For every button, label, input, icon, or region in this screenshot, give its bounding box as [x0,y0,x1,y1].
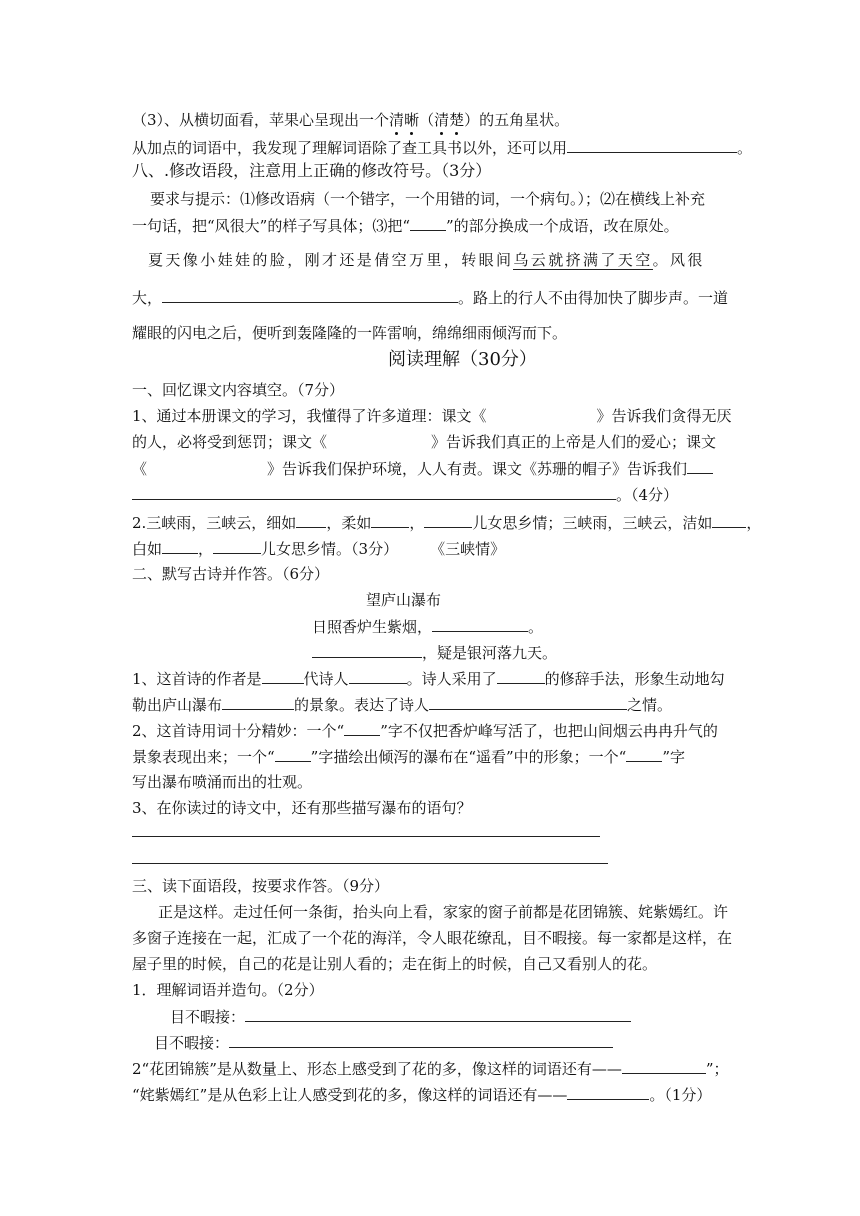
question-line [132,746,685,767]
question-line: 写出瀑布喷涌而出的壮观。 [132,773,313,791]
poem-text: 。 [528,618,544,636]
dotted-char: 清 [389,111,405,129]
question-line [132,538,505,559]
question-text: 》告诉我们保护环境，人人有责。课文《苏珊的帽子》告诉我们 [267,460,688,478]
answer-blank[interactable] [296,512,326,528]
word-line [154,1032,613,1053]
answer-blank[interactable] [245,1006,631,1022]
question-text: 勒出庐山瀑布 [132,696,223,714]
question-text: （ [419,111,435,129]
question-text: 1、这首诗的作者是 [132,670,262,688]
question-text: 》告诉我们真正的上帝是人们的爱心；课文 [431,433,717,451]
question-line [132,406,732,426]
question-text: ”字不仅把香炉峰写活了，也把山间烟云冉冉升气的 [380,722,718,740]
question-line [132,720,718,741]
question-text: 。 [737,139,753,157]
question-text: 代诗人 [303,670,349,688]
question-text: 2.三峡雨，三峡云，细如 [132,514,297,532]
question-text: ”字描绘出倾泻的瀑布在“遥看”中的形象；一个“ [310,748,627,766]
question-text: ， [746,514,762,532]
question-text: 。诗人采用了 [406,670,497,688]
answer-blank[interactable] [410,215,446,231]
paragraph-line: 屋子里的时候，自己的花是让别人看的；走在街上的时候，自己又看别人的花。 [132,955,658,973]
section-title: 阅读理解（30分） [388,349,537,370]
question-text: 白如 [132,540,163,558]
answer-blank[interactable] [222,694,294,710]
answer-blank[interactable] [262,668,304,684]
word-label: 目不暇接： [154,1034,230,1052]
answer-blank[interactable] [371,512,409,528]
dotted-char: 晰 [404,111,420,129]
question-text: 之情。 [627,696,673,714]
question-line [132,484,678,505]
question-line [132,458,713,479]
answer-blank[interactable] [687,458,713,474]
question-text: ”的部分换成一个成语，改在原处。 [446,217,679,235]
answer-blank[interactable] [626,746,662,762]
answer-blank[interactable] [567,1084,649,1100]
answer-blank[interactable] [497,668,545,684]
paragraph-text: 。风很 [652,251,705,269]
section-heading: 八、.修改语段，注意用上正确的修改符号。（3分） [132,161,492,180]
poem-line [312,616,543,637]
question-text: ， [409,514,425,532]
requirement-line [132,215,679,236]
question-text: 《 [132,460,148,478]
question-text: 景象表现出来；一个“ [132,748,275,766]
answer-blank[interactable] [162,287,458,303]
question-line [132,110,569,130]
answer-blank[interactable] [429,694,627,710]
section-heading: 二、默写古诗并作答。（6分） [132,565,330,583]
answer-blank[interactable] [349,668,407,684]
question-line [132,668,725,689]
paragraph-line [148,250,705,270]
answer-blank[interactable] [162,538,198,554]
answer-blank[interactable] [275,746,311,762]
question-text: “姹紫嫣红”是从色彩上让人感受到花的多，像这样的词语还有—— [132,1086,568,1104]
answer-line[interactable] [132,836,600,837]
question-text: ）的五角星状。 [464,111,570,129]
answer-blank[interactable] [229,1032,613,1048]
answer-line[interactable] [132,863,608,864]
paragraph-text: 。路上的行人不由得加快了脚步声。一道 [458,289,729,307]
question-text: 从加点的词语中，我发现了理解词语除了查工具书以外，还可以用 [132,139,568,157]
paragraph-line [132,287,728,308]
dotted-char: 楚 [449,111,465,129]
question-text: 《三峡情》 [430,540,506,558]
question-line [132,1084,711,1105]
question-line [132,694,672,715]
question-text: 1、通过本册课文的学习，我懂得了许多道理：课文《 [132,407,487,425]
poem-text: ，疑是银河落九天。 [422,644,558,662]
question-text: 2、这首诗用词十分精妙：一个“ [132,722,345,740]
question-text: 。（1分） [649,1086,712,1104]
question-text: 儿女思乡情；三峡雨，三峡云，洁如 [472,514,713,532]
answer-blank[interactable] [424,512,472,528]
section-heading: 一、回忆课文内容填空。（7分） [132,381,345,399]
paragraph-line: 耀眼的闪电之后，便听到轰隆隆的一阵雷响，绵绵细雨倾泻而下。 [132,324,568,342]
paragraph-text: 大， [132,289,163,307]
dotted-char: 清 [434,111,450,129]
answer-blank[interactable] [712,512,746,528]
question-text: ， [198,540,214,558]
section-heading: 三、读下面语段，按要求作答。（9分） [132,877,390,895]
question-line: 3、在你读过的诗文中，还有那些描写瀑布的语句？ [132,799,472,817]
question-text: 2“花团锦簇”是从数量上、形态上感受到了花的多，像这样的词语还有—— [132,1060,622,1078]
word-line [170,1006,631,1027]
question-text: 的人，必将受到惩罚；课文《 [132,433,328,451]
poem-title: 望庐山瀑布 [366,591,442,609]
underlined-text: 乌云就挤满了天空 [513,251,653,269]
question-text: 一句话，把“风很大”的样子写具体；⑶把“ [132,217,411,235]
answer-blank[interactable] [312,642,422,658]
answer-blank[interactable] [213,538,261,554]
question-line [132,1058,729,1079]
answer-blank[interactable] [432,616,528,632]
question-text: ”； [705,1060,729,1078]
answer-blank[interactable] [622,1058,706,1074]
question-text: 。（4分） [616,486,679,504]
question-line [132,512,761,533]
word-label: 目不暇接： [170,1008,246,1026]
paragraph-text: 夏天像小娃娃的脸，刚才还是倩空万里，转眼间 [148,251,514,269]
answer-blank[interactable] [344,720,380,736]
question-line [132,432,716,452]
poem-line [312,642,557,663]
paragraph-line: 多窗子连接在一起，汇成了一个花的海洋，令人眼花缭乱，目不暇接。每一家都是这样，在 [132,929,733,947]
question-text: 的修辞手法，形象生动地勾 [544,670,725,688]
answer-blank[interactable] [132,484,616,500]
question-text: 儿女思乡情。（3分） [261,540,399,558]
answer-blank[interactable] [567,137,737,153]
question-text: ”字 [662,748,686,766]
question-line [132,137,752,158]
paragraph-line: 正是这样。走过任何一条街，抬头向上看，家家的窗子前都是花团锦簇、姹紫嫣红。许 [158,903,729,921]
question-text: ，柔如 [326,514,372,532]
requirement-line: 要求与提示：⑴修改语病（一个错字，一个用错的词，一个病句。）；⑵在横线上补充 [150,190,706,208]
question-text: 》告诉我们贪得无厌 [596,407,732,425]
question-text: 的景象。表达了诗人 [294,696,430,714]
question-line: 1．理解词语并造句。（2分） [132,981,324,999]
poem-text: 日照香炉生紫烟， [312,618,433,636]
question-text: （3）、从横切面看，苹果心呈现出一个 [132,111,390,129]
